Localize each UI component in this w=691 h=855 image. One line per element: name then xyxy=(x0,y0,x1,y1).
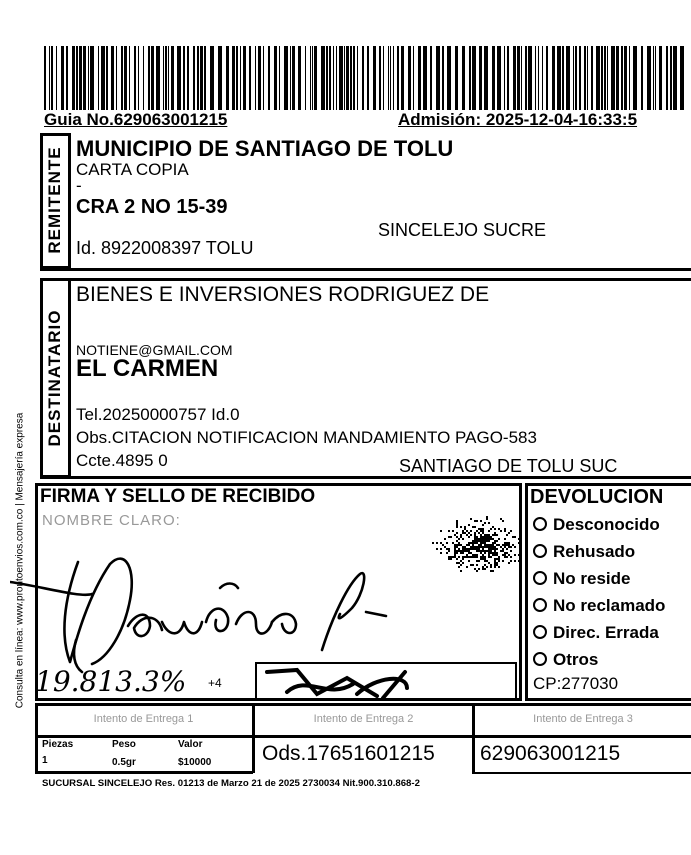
piezas-label: Piezas xyxy=(42,739,74,750)
guia-number: Guia No.629063001215 xyxy=(44,110,228,129)
radio-circle-icon xyxy=(533,544,547,558)
devolucion-option-rehusado[interactable]: Rehusado xyxy=(533,538,665,565)
radio-circle-icon xyxy=(533,517,547,531)
remitente-name: MUNICIPIO DE SANTIAGO DE TOLU xyxy=(76,136,454,161)
devolucion-option-otros[interactable]: Otros xyxy=(533,646,665,673)
devolucion-cp: CP:277030 xyxy=(533,674,619,693)
handwritten-extra: +4 xyxy=(208,676,222,690)
intento-3: Intento de Entrega 3 xyxy=(533,713,633,725)
destinatario-obs: Obs.CITACION NOTIFICACION MANDAMIENTO PAGO-583 xyxy=(76,428,537,447)
destinatario-email: NOTIENE@GMAIL.COM xyxy=(76,342,233,358)
intento-1: Intento de Entrega 1 xyxy=(93,713,194,725)
side-url-text: Consulta en línea: www.prontoenvios.com.co | Mensajería expresa xyxy=(14,412,26,709)
devolucion-option-direc-errada[interactable]: Direc. Errada xyxy=(533,619,665,646)
devolucion-option-no-reside[interactable]: No reside xyxy=(533,565,665,592)
valor-value: $10000 xyxy=(178,757,212,768)
destinatario-tel: Tel.20250000757 Id.0 xyxy=(76,405,240,424)
piezas-value: 1 xyxy=(42,755,48,766)
devolucion-title: DEVOLUCION xyxy=(530,486,664,508)
seal-scribble xyxy=(257,664,517,700)
guia-number-bottom: 629063001215 xyxy=(480,742,621,765)
barcode xyxy=(44,46,684,110)
footer-text: SUCURSAL SINCELEJO Res. 01213 de Marzo 21 de 2025 2730034 Nit.900.310.868-2 xyxy=(42,778,420,789)
ods-number: Ods.17651601215 xyxy=(262,742,435,765)
radio-circle-icon xyxy=(533,598,547,612)
remitente-divider xyxy=(40,268,691,271)
devolucion-option-no-reclamado[interactable]: No reclamado xyxy=(533,592,665,619)
radio-circle-icon xyxy=(533,652,547,666)
devolucion-options xyxy=(533,511,665,673)
admision-date: Admisión: 2025-12-04-16:33:5 xyxy=(398,110,638,129)
devolucion-option-desconocido[interactable]: Desconocido xyxy=(533,511,665,538)
remitente-city: SINCELEJO SUCRE xyxy=(378,220,547,240)
remitente-address: CRA 2 NO 15-39 xyxy=(76,196,228,218)
destinatario-top-line xyxy=(70,278,691,281)
seal-box xyxy=(255,662,517,700)
svg-text:19.813.3%: 19.813.3% xyxy=(35,665,187,698)
remitente-id: Id. 8922008397 TOLU xyxy=(76,238,254,258)
bottom-right-line xyxy=(472,772,691,774)
destinatario-name2: EL CARMEN xyxy=(76,355,219,382)
remitente-label: REMITENTE xyxy=(45,146,64,254)
firma-subtitle: NOMBRE CLARO: xyxy=(42,512,181,529)
firma-title: FIRMA Y SELLO DE RECIBIDO xyxy=(40,486,316,507)
radio-circle-icon xyxy=(533,625,547,639)
peso-label: Peso xyxy=(112,739,136,750)
radio-circle-icon xyxy=(533,571,547,585)
destinatario-name: BIENES E INVERSIONES RODRIGUEZ DE xyxy=(76,283,490,306)
destinatario-ccte: Ccte.4895 0 xyxy=(76,451,168,470)
destinatario-label: DESTINATARIO xyxy=(45,309,64,447)
destinatario-city: SANTIAGO DE TOLU SUC xyxy=(399,456,618,476)
peso-value: 0.5gr xyxy=(112,757,136,768)
remitente-dash: - xyxy=(76,176,82,195)
intento-2: Intento de Entrega 2 xyxy=(313,713,414,725)
valor-label: Valor xyxy=(178,739,203,750)
stamp-dither xyxy=(380,510,520,580)
remitente-line2: CARTA COPIA xyxy=(76,160,189,179)
